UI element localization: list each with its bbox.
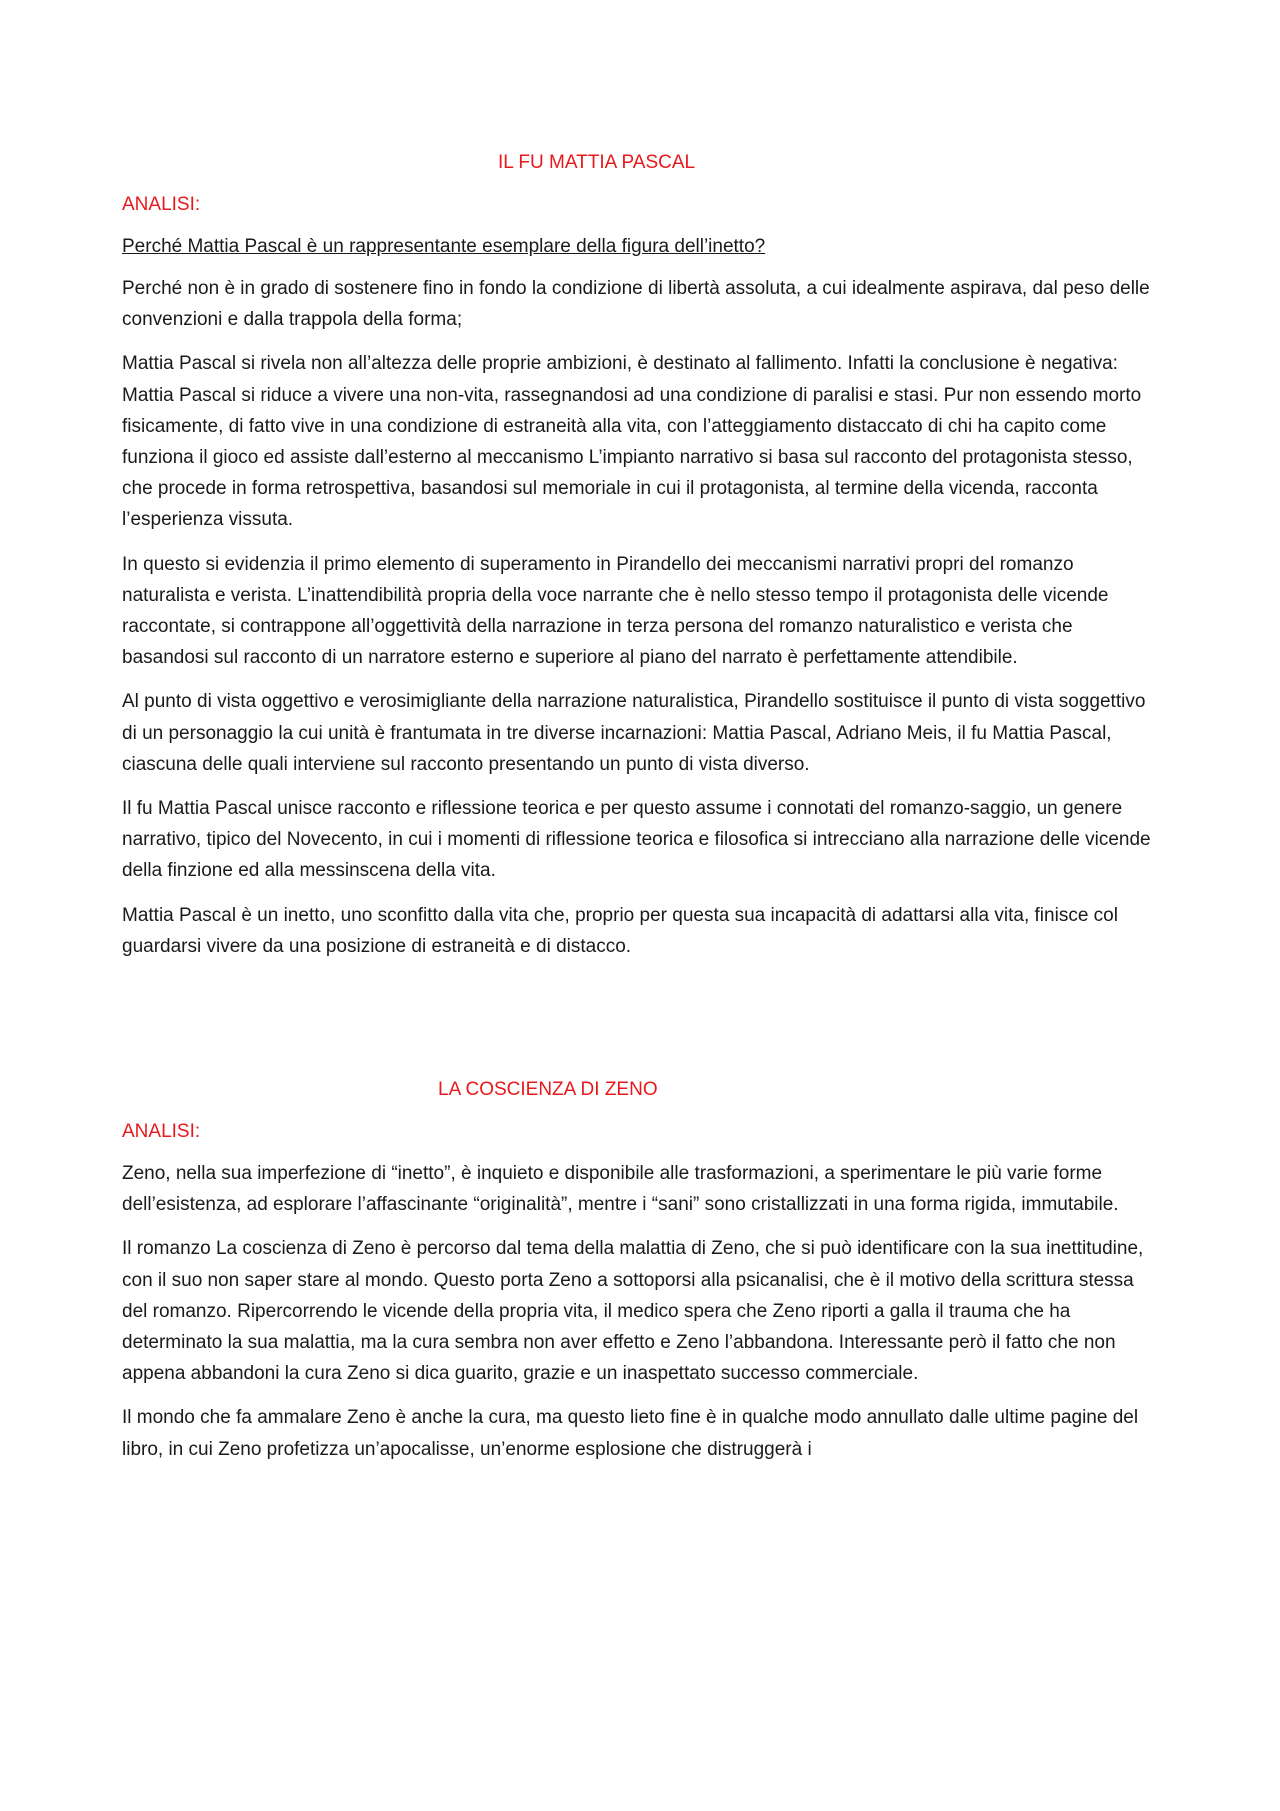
section-spacer (122, 962, 1162, 1077)
paragraph: Al punto di vista oggettivo e verosimigliante della narrazione naturalistica, Pirandello sostituisce il punto di vista soggettivo di un personaggio la cui unità è frantumata in tre diverse incarnazioni: Mattia Pascal, Adriano Meis, il fu Mattia Pascal, ciascuna delle quali interviene sul racconto presentando un punto di vista diverso. (122, 691, 1146, 775)
paragraph: Il fu Mattia Pascal unisce racconto e riflessione teorica e per questo assume i connotati del romanzo-saggio, un genere narrativo, tipico del Novecento, in cui i momenti di riflessione teorica e filosofica si intrecciano alla narrazione delle vicende della finzione ed alla messinscena della vita. (122, 798, 1151, 882)
paragraph: Il romanzo La coscienza di Zeno è percorso dal tema della malattia di Zeno, che si può identificare con la sua inettitudine, con il suo non saper stare al mondo. Questo porta Zeno a sottoporsi alla psicanalisi, che è il motivo della scrittura stessa del romanzo. Ripercorrendo le vicende della propria vita, il medico spera che Zeno riporti a galla il trauma che ha determinato la sua malattia, ma la cura sembra non aver effetto e Zeno l’abbandona. Interessante però il fatto che non appena abbandoni la cura Zeno si dica guarito, grazie e un inaspettato successo commerciale. (122, 1238, 1144, 1385)
section-title: IL FU MATTIA PASCAL (498, 152, 696, 173)
paragraph: Il mondo che fa ammalare Zeno è anche la cura, ma questo lieto fine è in qualche modo annullato dalle ultime pagine del libro, in cui Zeno profetizza un’apocalisse, un’enorme esplosione che distruggerà i (122, 1407, 1139, 1460)
paragraph: Perché non è in grado di sostenere fino in fondo la condizione di libertà assoluta, a cui idealmente aspirava, dal peso delle convenzioni e dalla trappola della forma; (122, 278, 1150, 331)
paragraph: Mattia Pascal si rivela non all’altezza delle proprie ambizioni, è destinato al fallimento. Infatti la conclusione è negativa: Mattia Pascal si riduce a vivere una non-vita, rassegnandosi ad una condizione di paralisi e stasi. Pur non essendo morto fisicamente, di fatto vive in una condizione di estraneità alla vita, con l’atteggiamento distaccato di chi ha capito come funziona il gioco ed assiste dall’esterno al meccanismo L’impianto narrativo si basa sul racconto del protagonista stesso, che procede in forma retrospettiva, basandosi sul memoriale in cui il protagonista, al termine della vicenda, racconta l’esperienza vissuta. (122, 353, 1142, 531)
section-title: LA COSCIENZA DI ZENO (438, 1079, 658, 1101)
section-coscienza-di-zeno (122, 1077, 1162, 1465)
analysis-label: ANALISI: (122, 194, 201, 215)
analysis-question: Perché Mattia Pascal è un rappresentante esemplare della figura dell’inetto? (122, 236, 766, 257)
paragraph: Mattia Pascal è un inetto, uno sconfitto dalla vita che, proprio per questa sua incapacità di adattarsi alla vita, finisce col guardarsi vivere da una posizione di estraneità e di distacco. (122, 904, 1118, 957)
paragraph: In questo si evidenzia il primo elemento di superamento in Pirandello dei meccanismi narrativi propri del romanzo naturalista e verista. L’inattendibilità propria della voce narrante che è nello stesso tempo il protagonista delle vicende raccontate, si contrappone all’oggettività della narrazione in terza persona del romanzo naturalistico e verista che basandosi sul racconto di un narratore esterno e superiore al piano del narrato è perfettamente attendibile. (122, 553, 1109, 669)
paragraph: Zeno, nella sua imperfezione di “inetto”, è inquieto e disponibile alle trasformazioni, a sperimentare le più varie forme dell’esistenza, ad esplorare l’affascinante “originalità”, mentre i “sani” sono cristallizzati in una forma rigida, immutabile. (122, 1163, 1119, 1216)
section-mattia-pascal (122, 150, 1162, 962)
analysis-label: ANALISI: (122, 1121, 201, 1143)
